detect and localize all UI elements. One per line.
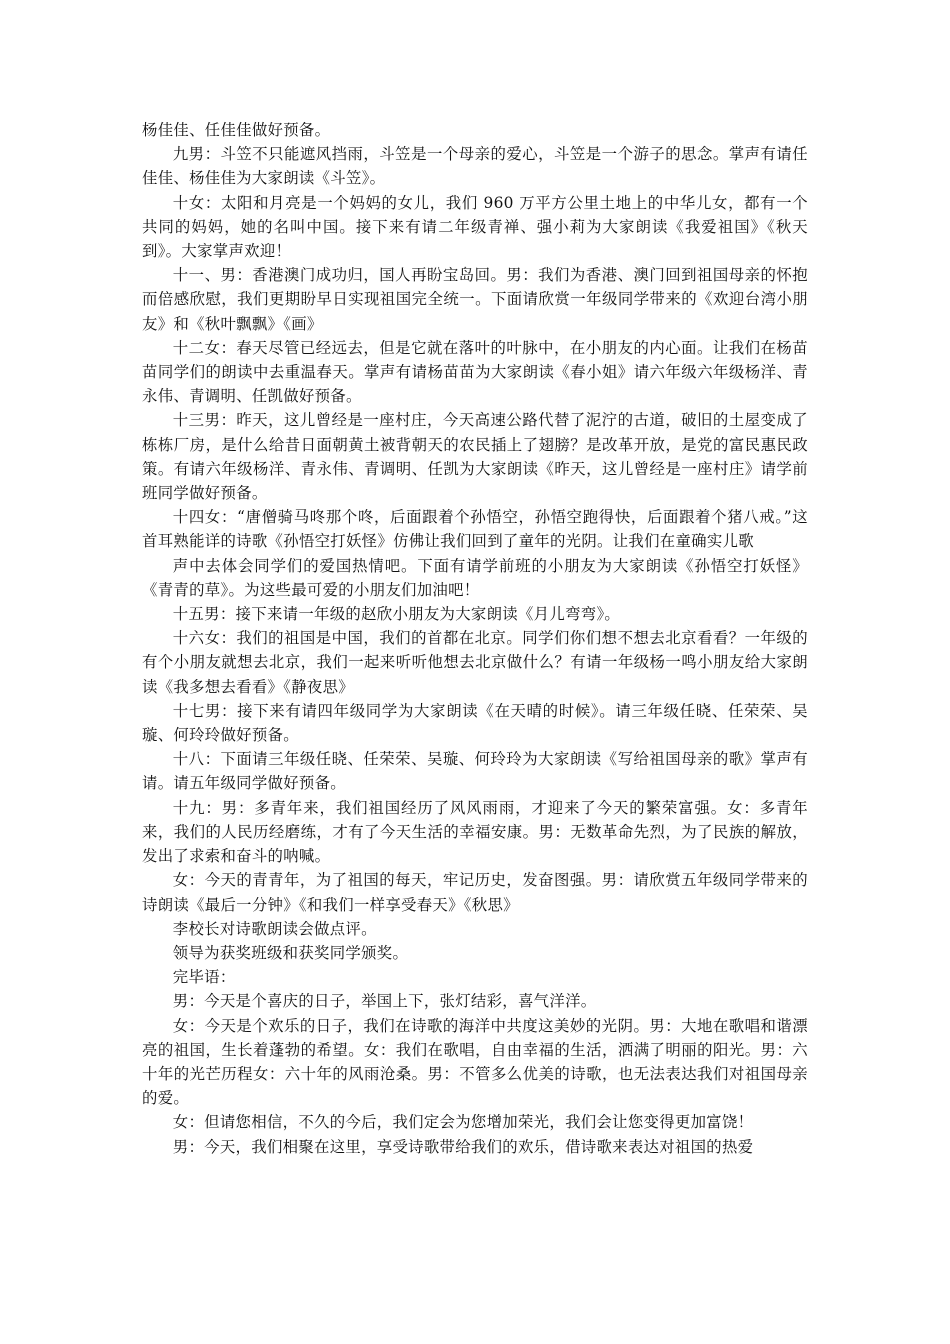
document-page bbox=[142, 118, 808, 1159]
paragraph: 十七男：接下来有请四年级同学为大家朗读《在天晴的时候》。请三年级任晓、任荣荣、吴璇、何玲玲做好预备。 bbox=[142, 701, 808, 745]
paragraph: 十女：太阳和月亮是一个妈妈的女儿，我们 960 万平方公里土地上的中华儿女，都有一个共同的妈妈，她的名叫中国。接下来有请二年级青禅、强小莉为大家朗读《我爱祖国》《秋天到》。大家掌声欢迎！ bbox=[142, 193, 808, 261]
paragraph: 声中去体会同学们的爱国热情吧。下面有请学前班的小朋友为大家朗读《孙悟空打妖怪》《青青的草》。为这些最可爱的小朋友们加油吧！ bbox=[142, 556, 808, 599]
paragraph: 十八：下面请三年级任晓、任荣荣、吴璇、何玲玲为大家朗读《写给祖国母亲的歌》掌声有请。请五年级同学做好预备。 bbox=[142, 750, 808, 793]
paragraph: 十一、男：香港澳门成功归，国人再盼宝岛回。男：我们为香港、澳门回到祖国母亲的怀抱而倍感欣慰，我们更期盼早日实现祖国完全统一。下面请欣赏一年级同学带来的《欢迎台湾小朋友》和《秋叶飘飘》《画》 bbox=[142, 266, 808, 333]
paragraph: 女：今天是个欢乐的日子，我们在诗歌的海洋中共度这美妙的光阴。男：大地在歌唱和谐漂亮的祖国，生长着蓬勃的希望。女：我们在歌唱，自由幸福的生活，洒满了明丽的阳光。男：六十年的光芒历程女：六十年的风雨沧桑。男：不管多么优美的诗歌，也无法表达我们对祖国母亲的爱。 bbox=[142, 1016, 808, 1108]
paragraph: 十二女：春天尽管已经远去，但是它就在落叶的叶脉中，在小朋友的内心面。让我们在杨苗苗同学们的朗读中去重温春天。掌声有请杨苗苗为大家朗读《春小姐》请六年级六年级杨洋、青永伟、青调明、任凯做好预备。 bbox=[142, 338, 808, 406]
paragraph: 完毕语： bbox=[172, 968, 236, 987]
paragraph: 女：但请您相信，不久的今后，我们定会为您增加荣光，我们会让您变得更加富饶！ bbox=[172, 1113, 754, 1132]
paragraph: 十六女：我们的祖国是中国，我们的首都在北京。同学们你们想不想去北京看看？一年级的有个小朋友就想去北京，我们一起来听听他想去北京做什么？有请一年级杨一鸣小朋友给大家朗读《我多想去看看》《静夜思》 bbox=[142, 629, 808, 696]
paragraph: 领导为获奖班级和获奖同学颁奖。 bbox=[172, 943, 409, 962]
paragraph: 男：今天是个喜庆的日子，举国上下，张灯结彩，喜气洋洋。 bbox=[172, 992, 597, 1011]
paragraph: 男：今天，我们相聚在这里，享受诗歌带给我们的欢乐，借诗歌来表达对祖国的热爱 bbox=[172, 1137, 754, 1156]
paragraph: 十三男：昨天，这儿曾经是一座村庄，今天高速公路代替了泥泞的古道，破旧的土屋变成了栋栋厂房，是什么给昔日面朝黄土被背朝天的农民插上了翅膀？是改革开放，是党的富民惠民政策。有请六年级杨洋、青永伟、青调明、任凯为大家朗读《昨天，这儿曾经是一座村庄》请学前班同学做好预备。 bbox=[142, 411, 808, 503]
paragraph: 十四女：“唐僧骑马咚那个咚，后面跟着个孙悟空，孙悟空跑得快，后面跟着个猪八戒。”这首耳熟能详的诗歌《孙悟空打妖怪》仿佛让我们回到了童年的光阴。让我们在童确实儿歌 bbox=[142, 508, 808, 551]
paragraph: 十九：男：多青年来，我们祖国经历了风风雨雨，才迎来了今天的繁荣富强。女：多青年来，我们的人民历经磨练，才有了今天生活的幸福安康。男：无数革命先烈，为了民族的解放，发出了求索和奋斗的呐喊。 bbox=[142, 798, 808, 866]
paragraph: 十五男：接下来请一年级的赵欣小朋友为大家朗读《月儿弯弯》。 bbox=[172, 605, 621, 624]
paragraph: 九男：斗笠不只能遮风挡雨，斗笠是一个母亲的爱心，斗笠是一个游子的思念。掌声有请任佳佳、杨佳佳为大家朗读《斗笠》。 bbox=[142, 145, 808, 188]
paragraph: 女：今天的青青年，为了祖国的每天，牢记历史，发奋图强。男：请欣赏五年级同学带来的诗朗读《最后一分钟》《和我们一样享受春天》《秋思》 bbox=[142, 871, 808, 914]
paragraph: 杨佳佳、任佳佳做好预备。 bbox=[142, 121, 331, 139]
paragraph: 李校长对诗歌朗读会做点评。 bbox=[172, 919, 377, 938]
